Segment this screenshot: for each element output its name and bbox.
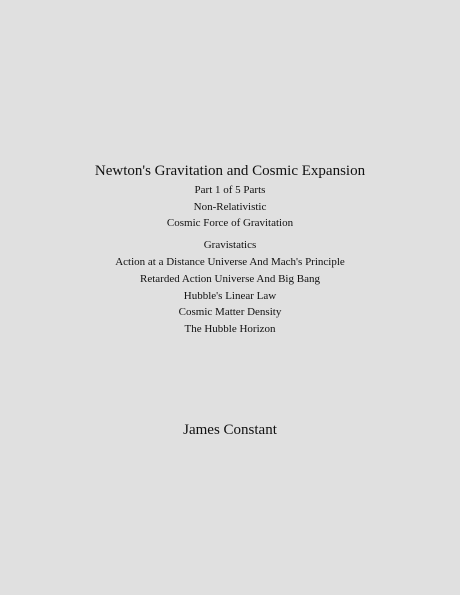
topic-item: Hubble's Linear Law xyxy=(183,290,277,302)
topic-item: Cosmic Matter Density xyxy=(178,306,282,318)
topic-item: Retarded Action Universe And Big Bang xyxy=(140,273,320,285)
author-name: James Constant xyxy=(183,422,277,438)
topic-item: Action at a Distance Universe And Mach's Principle xyxy=(115,256,345,268)
topic-item: The Hubble Horizon xyxy=(184,323,276,335)
subtitle-non-relativistic: Non-Relativistic xyxy=(193,201,267,213)
part-label: Part 1 of 5 Parts xyxy=(194,184,266,196)
subtitle-cosmic-force: Cosmic Force of Gravitation xyxy=(166,217,294,229)
document-title: Newton's Gravitation and Cosmic Expansion xyxy=(94,163,366,179)
topic-item: Gravistatics xyxy=(203,239,257,251)
